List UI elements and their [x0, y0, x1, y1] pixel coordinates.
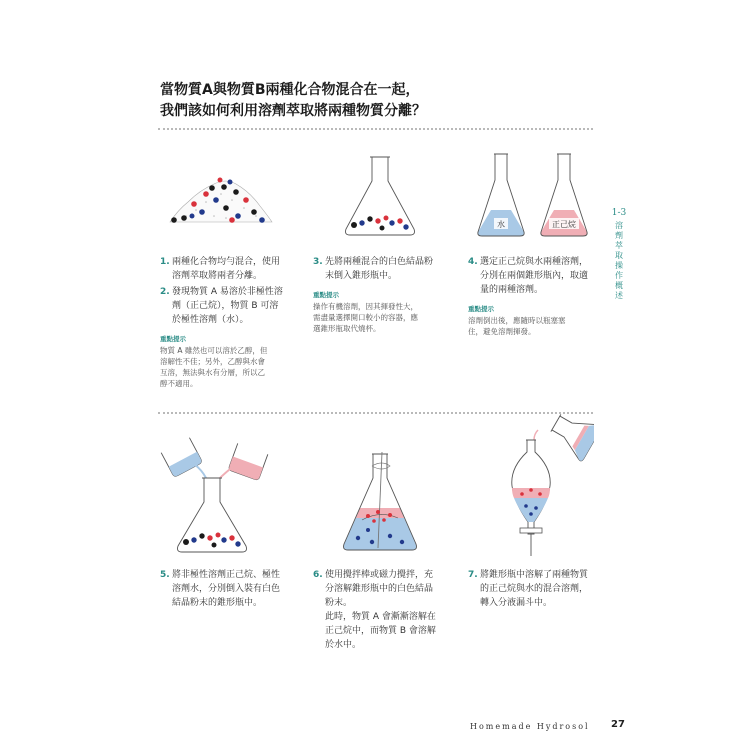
section-title-vertical: 溶 劑 萃 取 操 作 概 述 [615, 221, 623, 300]
step-5: 5. 將非極性溶劑正己烷、極性 溶劑水，分別倒入裝有白色 結晶粉末的錐形瓶中。 [160, 570, 281, 608]
step-1: 1. 兩種化合物均勻混合，使用 溶劑萃取將兩者分離。 [160, 257, 281, 281]
pouring-solvents-illustration [156, 432, 272, 557]
step-4: 4. 選定正己烷與水兩種溶劑， 分別在兩個錐形瓶內，取適 量的兩種溶劑。 [468, 257, 589, 295]
step-7: 7. 將錐形瓶中溶解了兩種物質 的正己烷與水的混合溶劑， 轉入分液漏斗中。 [468, 570, 589, 608]
stirring-flask-illustration [338, 452, 422, 557]
tip-text: 操作有機溶劑，因其揮發性大， 需盡量選擇開口較小的容器，應 選錐形瓶取代燒杯。 [313, 302, 418, 333]
step-4-text [468, 255, 598, 337]
step-7-text [468, 568, 598, 610]
step-6-text [313, 568, 448, 652]
separatory-funnel-illustration [498, 410, 594, 560]
tip-label: 重點提示 [313, 291, 339, 299]
page-title [160, 80, 426, 122]
step-2: 2. 發現物質 A 易溶於非極性溶 劑（正己烷），物質 B 可溶 於極性溶劑（水）。 [160, 287, 283, 325]
section-marker [611, 208, 627, 301]
tip-text: 溶劑倒出後，應隨時以瓶塞塞 住，避免溶劑揮發。 [468, 316, 566, 336]
tip-label: 重點提示 [468, 305, 494, 313]
step-5-text [160, 568, 290, 610]
powder-pile-illustration [166, 172, 276, 232]
title-line-2: 我們該如何利用溶劑萃取將兩種物質分離？ [160, 103, 426, 119]
tip-text: 物質 A 雖然也可以溶於乙醇，但 溶解性不佳；另外，乙醇與水會 互溶，無法與水有分層，所以乙 醇不適用。 [160, 346, 268, 388]
step-3-text [313, 255, 448, 334]
step-1-2-text [160, 255, 290, 389]
title-line-1: 當物質A與物質B兩種化合物混合在一起， [160, 82, 420, 98]
tip-label: 重點提示 [160, 335, 186, 343]
flask-with-powder-illustration [340, 155, 420, 240]
step-6: 6. 使用攪拌棒或磁力攪拌，充 分溶解錐形瓶中的白色結晶 粉末。 此時，物質 A 會漸漸溶解在 正己烷中，而物質 B 會溶解 於水中。 [313, 570, 436, 650]
section-number: 1-3 [611, 208, 627, 218]
page-number: 27 [611, 719, 625, 730]
book-title-footer: Homemade Hydrosol [470, 722, 590, 731]
water-label: 水 [497, 220, 505, 229]
top-divider [158, 128, 593, 130]
step-3: 3. 先將兩種混合的白色結晶粉 末倒入錐形瓶中。 [313, 257, 434, 281]
hexane-label: 正己烷 [552, 220, 576, 229]
